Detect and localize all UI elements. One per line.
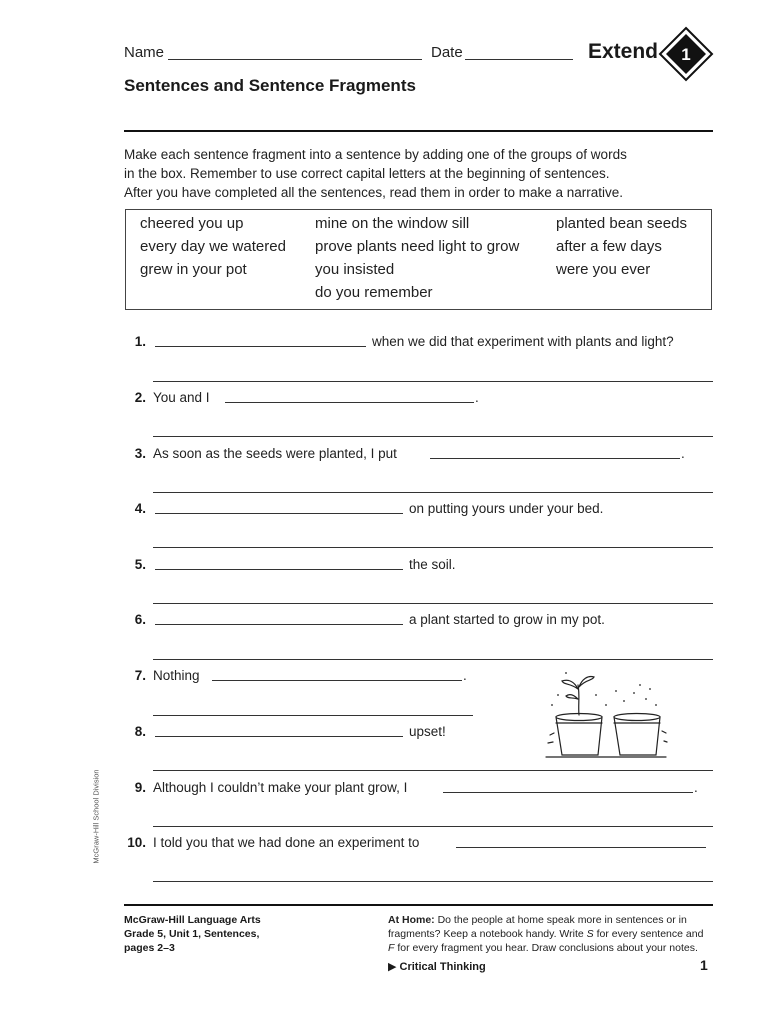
page-number: 1 (700, 957, 708, 973)
answer-line[interactable] (153, 881, 713, 882)
footer-source-line: pages 2–3 (124, 942, 175, 954)
answer-blank[interactable] (155, 624, 403, 625)
plant-pots-illustration (536, 665, 671, 765)
exercise-text: on putting yours under your bed. (409, 501, 604, 516)
exercise-number: 6. (134, 612, 146, 627)
answer-blank[interactable] (155, 569, 403, 570)
exercise-number: 5. (134, 557, 146, 572)
answer-line[interactable] (153, 547, 713, 548)
answer-blank[interactable] (155, 346, 366, 347)
badge-number: 1 (681, 45, 691, 64)
answer-blank[interactable] (155, 513, 403, 514)
exercise-text: when we did that experiment with plants and light? (372, 334, 674, 349)
exercise-number: 4. (134, 501, 146, 516)
word-option: grew in your pot (140, 261, 247, 278)
instructions (124, 145, 714, 202)
answer-blank[interactable] (443, 792, 693, 793)
exercise-number: 3. (134, 446, 146, 461)
answer-line[interactable] (153, 381, 713, 382)
exercise-text: . (475, 390, 479, 405)
extend-label: Extend (588, 40, 659, 63)
triangle-right-icon: ▶ (388, 961, 397, 973)
page-title: Sentences and Sentence Fragments (124, 76, 416, 95)
at-home-text: F (388, 942, 395, 954)
exercise-text: I told you that we had done an experiment to (153, 835, 420, 850)
word-option: every day we watered (140, 238, 286, 255)
word-option: prove plants need light to grow (315, 238, 520, 255)
answer-blank[interactable] (456, 847, 706, 848)
footer-rule (124, 904, 713, 906)
exercise-text: As soon as the seeds were planted, I put (153, 446, 397, 461)
exercise-text: Nothing (153, 668, 200, 683)
diamond-badge-icon (658, 26, 714, 82)
answer-line[interactable] (153, 826, 713, 827)
word-option: do you remember (315, 284, 433, 301)
at-home-label: At Home: (388, 914, 435, 926)
date-label: Date (431, 44, 463, 61)
critical-thinking-label: Critical Thinking (399, 961, 486, 973)
exercise-text: Although I couldn’t make your plant grow, I (153, 780, 408, 795)
answer-blank[interactable] (225, 402, 474, 403)
exercise-number: 8. (134, 724, 146, 739)
instructions-line: After you have completed all the sentences, read them in order to make a narrative. (124, 185, 624, 200)
exercise-number: 10. (127, 835, 146, 850)
answer-line[interactable] (153, 603, 713, 604)
word-option: were you ever (556, 261, 651, 278)
answer-line[interactable] (153, 715, 473, 716)
at-home-text: fragments? Keep a notebook handy. Write (388, 928, 587, 940)
at-home-text: for every fragment you hear. Draw conclusions about your notes. (394, 942, 698, 954)
exercise-text: . (463, 668, 467, 683)
at-home-text: S (586, 928, 594, 940)
at-home-text: Do the people at home speak more in sentences or in (437, 914, 687, 926)
exercise-text: a plant started to grow in my pot. (409, 612, 605, 627)
title-rule (124, 130, 713, 132)
word-box (125, 209, 712, 310)
answer-line[interactable] (153, 770, 713, 771)
exercise-text: . (694, 780, 698, 795)
name-field[interactable] (168, 59, 422, 60)
exercise-number: 1. (134, 334, 146, 349)
word-option: planted bean seeds (556, 215, 687, 232)
exercise-text: upset! (409, 724, 446, 739)
word-option: mine on the window sill (315, 215, 470, 232)
exercise-number: 2. (134, 390, 146, 405)
extend-badge (658, 26, 714, 82)
answer-line[interactable] (153, 436, 713, 437)
exercise-text: the soil. (409, 557, 456, 572)
instructions-line: Make each sentence fragment into a sentence by adding one of the groups of words (124, 147, 627, 162)
at-home-note (388, 913, 708, 955)
instructions-line: in the box. Remember to use correct capital letters at the beginning of sentences. (124, 166, 610, 181)
critical-thinking (388, 960, 486, 973)
answer-blank[interactable] (430, 458, 680, 459)
answer-line[interactable] (153, 659, 713, 660)
name-label: Name (124, 44, 165, 61)
word-option: cheered you up (140, 215, 244, 232)
word-option: you insisted (315, 261, 395, 278)
side-credit: McGraw-Hill School Division (91, 769, 101, 864)
word-option: after a few days (556, 238, 662, 255)
footer-source-line: Grade 5, Unit 1, Sentences, (124, 928, 260, 940)
exercise-text: . (681, 446, 685, 461)
answer-blank[interactable] (155, 736, 403, 737)
answer-line[interactable] (153, 492, 713, 493)
answer-blank[interactable] (212, 680, 462, 681)
exercise-number: 7. (134, 668, 146, 683)
footer-source (124, 913, 261, 955)
exercise-text: You and I (153, 390, 210, 405)
exercise-number: 9. (134, 780, 146, 795)
footer-source-line: McGraw-Hill Language Arts (124, 914, 261, 926)
plant-pots-icon (536, 665, 671, 765)
at-home-text: for every sentence and (593, 928, 704, 940)
date-field[interactable] (465, 59, 573, 60)
